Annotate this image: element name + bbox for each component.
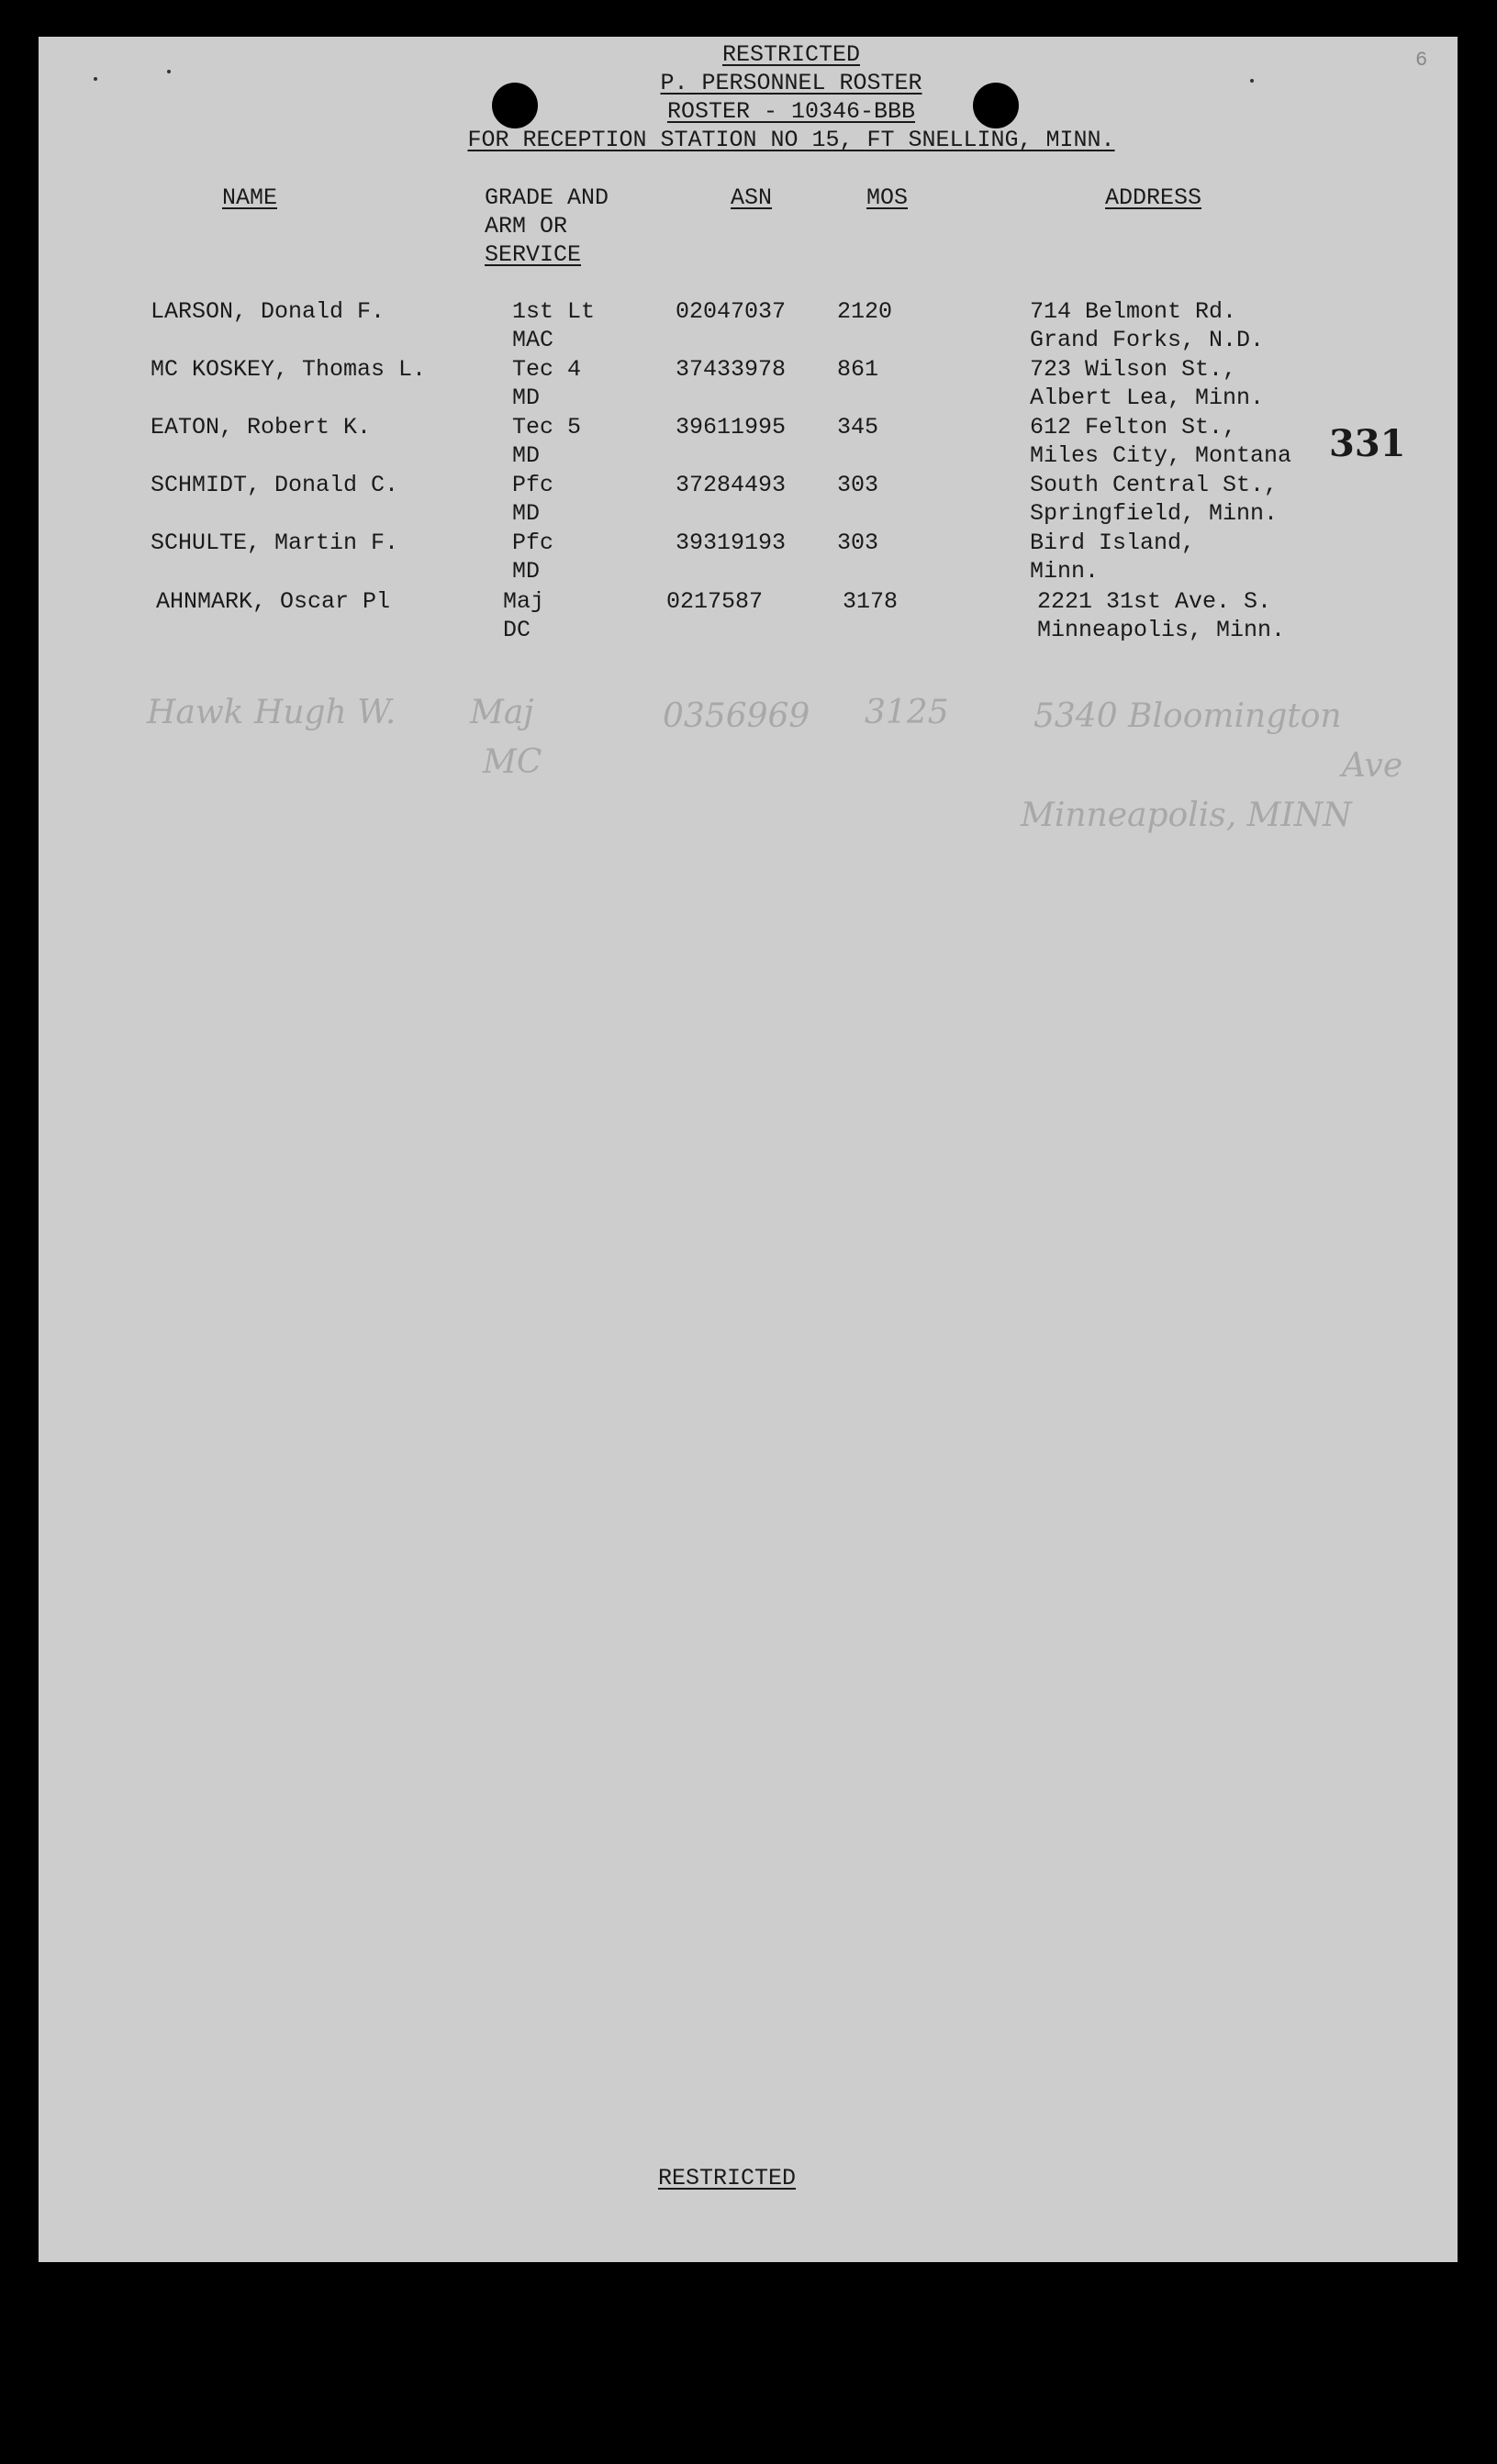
scan-speck <box>1250 79 1254 83</box>
row-asn: 0217587 <box>666 588 764 615</box>
row-address-2: Grand Forks, N.D. <box>1030 327 1265 353</box>
handwritten-name: Hawk Hugh W. <box>147 694 397 731</box>
row-name: AHNMARK, Oscar Pl <box>156 588 391 615</box>
handwritten-arm: MC <box>483 743 542 781</box>
row-arm: MD <box>512 558 541 585</box>
corner-mark: 6 <box>1415 49 1428 72</box>
row-address-1: 714 Belmont Rd. <box>1030 298 1237 325</box>
row-mos: 345 <box>837 414 879 440</box>
row-address-1: 2221 31st Ave. S. <box>1037 588 1272 615</box>
handwritten-asn: 0356969 <box>663 697 810 735</box>
col-header-name: NAME <box>222 184 278 211</box>
footer-classification: RESTRICTED <box>657 2165 797 2191</box>
row-asn: 37284493 <box>676 472 787 498</box>
handwritten-mos: 3125 <box>865 694 949 731</box>
row-address-1: 612 Felton St., <box>1030 414 1237 440</box>
document-page <box>39 37 1458 2262</box>
col-header-grade-1: GRADE AND <box>485 184 609 211</box>
handwritten-address-3: Minneapolis, MINN <box>1021 797 1352 834</box>
row-asn: 37433978 <box>676 356 787 383</box>
row-grade: 1st Lt <box>512 298 596 325</box>
row-name: SCHULTE, Martin F. <box>151 530 399 556</box>
col-header-mos: MOS <box>866 184 909 211</box>
row-arm: MAC <box>512 327 554 353</box>
header-classification: RESTRICTED <box>721 41 861 68</box>
row-grade: Tec 4 <box>512 356 582 383</box>
row-grade: Tec 5 <box>512 414 582 440</box>
row-grade: Pfc <box>512 472 554 498</box>
handwritten-address-1: 5340 Bloomington <box>1033 697 1342 735</box>
row-address-2: Miles City, Montana <box>1030 442 1292 469</box>
punch-hole-left <box>492 83 538 128</box>
row-address-1: 723 Wilson St., <box>1030 356 1237 383</box>
handwritten-grade: Maj <box>470 694 534 731</box>
row-arm: DC <box>503 617 531 643</box>
row-asn: 39319193 <box>676 530 787 556</box>
page-number: 331 <box>1329 422 1406 465</box>
col-header-grade-3: SERVICE <box>485 241 582 268</box>
row-asn: 39611995 <box>676 414 787 440</box>
row-arm: MD <box>512 500 541 527</box>
row-address-1: South Central St., <box>1030 472 1279 498</box>
row-mos: 3178 <box>843 588 899 615</box>
reception-station: FOR RECEPTION STATION NO 15, FT SNELLING, MINN. <box>467 127 1115 153</box>
row-grade: Pfc <box>512 530 554 556</box>
col-header-asn: ASN <box>731 184 773 211</box>
row-address-2: Springfield, Minn. <box>1030 500 1279 527</box>
row-name: SCHMIDT, Donald C. <box>151 472 399 498</box>
row-mos: 2120 <box>837 298 893 325</box>
row-grade: Maj <box>503 588 545 615</box>
row-name: LARSON, Donald F. <box>151 298 385 325</box>
col-header-grade-2: ARM OR <box>485 213 568 240</box>
row-arm: MD <box>512 385 541 411</box>
col-header-address: ADDRESS <box>1105 184 1202 211</box>
row-mos: 303 <box>837 530 879 556</box>
handwritten-address-2: Ave <box>1342 747 1403 785</box>
row-address-2: Minneapolis, Minn. <box>1037 617 1286 643</box>
row-address-2: Minn. <box>1030 558 1100 585</box>
row-address-2: Albert Lea, Minn. <box>1030 385 1265 411</box>
roster-title: P. PERSONNEL ROSTER <box>660 70 922 96</box>
row-address-1: Bird Island, <box>1030 530 1196 556</box>
scan-speck <box>94 77 97 81</box>
row-name: EATON, Robert K. <box>151 414 372 440</box>
scan-speck <box>167 70 171 73</box>
row-mos: 861 <box>837 356 879 383</box>
row-arm: MD <box>512 442 541 469</box>
row-name: MC KOSKEY, Thomas L. <box>151 356 427 383</box>
roster-number: ROSTER - 10346-BBB <box>666 98 916 125</box>
row-asn: 02047037 <box>676 298 787 325</box>
row-mos: 303 <box>837 472 879 498</box>
